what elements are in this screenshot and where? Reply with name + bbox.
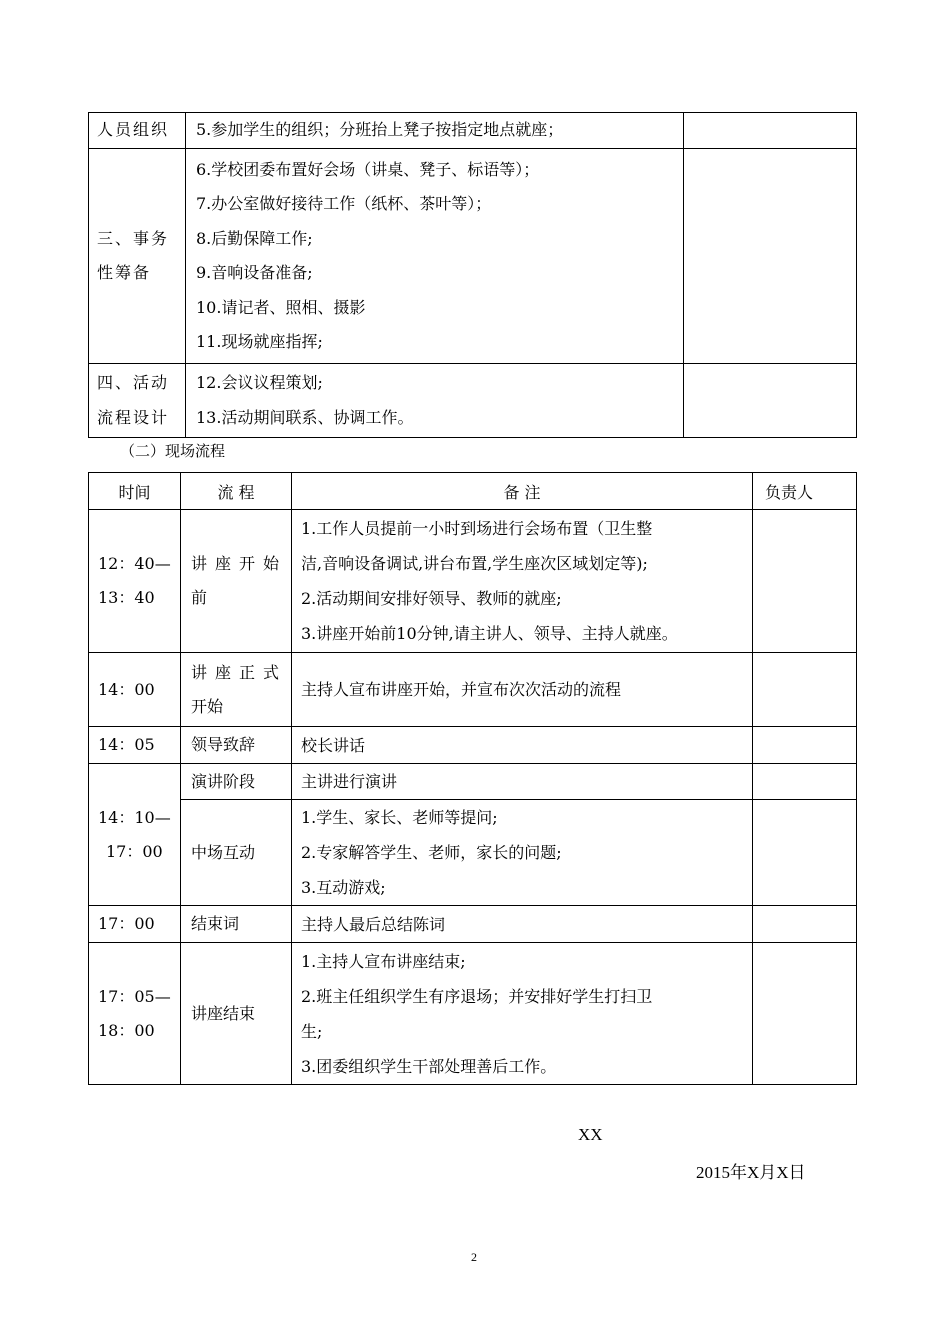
note-line: 3.团委组织学生干部处理善后工作。 [301,1056,557,1076]
time-cell [89,653,181,727]
process-text: 领导致辞 [191,735,256,754]
note-cell [292,653,753,727]
task-item: 9.音响设备准备; [196,263,313,282]
note-line: 1.学生、家长、老师等提问; [301,808,498,827]
task-item: 7.办公室做好接待工作（纸杯、茶叶等）； [196,194,492,213]
process-text: 演讲阶段 [191,771,256,791]
table-row [89,149,857,364]
preparation-table [88,112,857,438]
note-cell [292,727,753,764]
note-line: 2.活动期间安排好领导、教师的就座; [301,589,562,608]
table-row [89,727,857,764]
note-line: 3.互动游戏; [301,878,386,897]
process-text: 讲座结束 [191,1003,256,1023]
table-row [89,510,857,653]
process-text: 讲座开始 [191,554,288,573]
time-text: 14：00 [98,679,155,699]
items-cell [186,364,684,438]
task-item: 6.学校团委布置好会场（讲桌、凳子、标语等）； [196,159,540,179]
document-date: 2015年X月X日 [696,1163,806,1182]
onsite-flow-table [88,472,857,1085]
time-text: 13：40 [98,588,155,607]
owner-cell [684,149,857,364]
category-label: 四、活动 [97,373,170,392]
note-line: 校长讲话 [301,735,366,755]
process-cell [181,510,292,653]
process-cell [181,764,292,800]
owner-cell [753,764,857,800]
time-text: 17：00 [98,914,155,933]
signature: XX [578,1125,603,1144]
time-text: 17：05— [98,986,171,1006]
process-cell [181,906,292,943]
table-row [89,364,857,438]
note-line: 2.专家解答学生、老师，家长的问题; [301,843,562,862]
category-cell [89,364,186,438]
note-cell [292,510,753,653]
table-row [89,653,857,727]
note-cell [292,800,753,906]
time-text: 12：40— [98,554,171,573]
owner-cell [753,510,857,653]
time-text: 17：00 [106,841,163,861]
time-cell [89,727,181,764]
note-line: 主持人最后总结陈词 [301,914,446,934]
table-row [89,800,857,906]
time-text: 14：05 [98,735,155,754]
owner-cell [753,727,857,764]
note-line: 洁,音响设备调试,讲台布置,学生座次区域划定等); [301,554,648,573]
time-text: 18：00 [98,1020,155,1040]
time-cell [89,943,181,1085]
page-number: 2 [471,1250,477,1264]
note-line: 2.班主任组织学生有序退场；并安排好学生打扫卫 [301,986,653,1006]
items-cell [186,149,684,364]
category-cell [89,149,186,364]
category-label: 三、事务 [97,228,170,248]
category-label: 性筹备 [97,263,152,282]
note-cell [292,906,753,943]
items-cell [186,113,684,149]
note-line: 3.讲座开始前10分钟,请主讲人、领导、主持人就座。 [301,624,678,643]
table-row [89,943,857,1085]
task-item: 12.会议议程策划; [196,373,323,392]
process-text: 开始 [191,696,224,716]
note-line: 1.工作人员提前一小时到场进行会场布置（卫生整 [301,519,653,538]
owner-cell [684,113,857,149]
note-line: 生; [301,1021,323,1041]
process-text: 中场互动 [191,842,256,862]
header-time: 时间 [89,473,181,510]
table-row [89,764,857,800]
task-item: 8.后勤保障工作; [196,228,313,248]
time-cell [89,906,181,943]
table-row [89,113,857,149]
process-text: 讲座正式 [191,662,288,682]
table-header-row [89,473,857,510]
header-note: 备 注 [292,473,753,510]
owner-cell [753,906,857,943]
category-label: 人员组织 [97,120,170,140]
process-text: 结束词 [191,914,240,933]
note-cell [292,764,753,800]
header-owner: 负责人 [753,473,857,510]
owner-cell [753,943,857,1085]
note-cell [292,943,753,1085]
owner-cell [753,653,857,727]
note-line: 1.主持人宣布讲座结束; [301,951,466,971]
process-cell [181,943,292,1085]
owner-cell [684,364,857,438]
task-item: 5.参加学生的组织；分班抬上凳子按指定地点就座； [196,120,564,140]
process-cell [181,727,292,764]
category-label: 流程设计 [97,407,170,427]
process-text: 前 [191,588,208,607]
note-line: 主持人宣布讲座开始，并宣布次次活动的流程 [301,680,622,699]
task-item: 11.现场就座指挥; [196,332,323,351]
section-title: （二）现场流程 [120,443,226,460]
category-cell [89,113,186,149]
time-cell [89,764,181,906]
time-text: 14：10— [98,807,171,827]
header-process: 流 程 [181,473,292,510]
time-cell [89,510,181,653]
process-cell [181,653,292,727]
owner-cell [753,800,857,906]
note-line: 主讲进行演讲 [301,772,398,791]
table-row [89,906,857,943]
process-cell [181,800,292,906]
task-item: 13.活动期间联系、协调工作。 [196,407,414,427]
task-item: 10.请记者、照相、摄影 [196,297,366,317]
